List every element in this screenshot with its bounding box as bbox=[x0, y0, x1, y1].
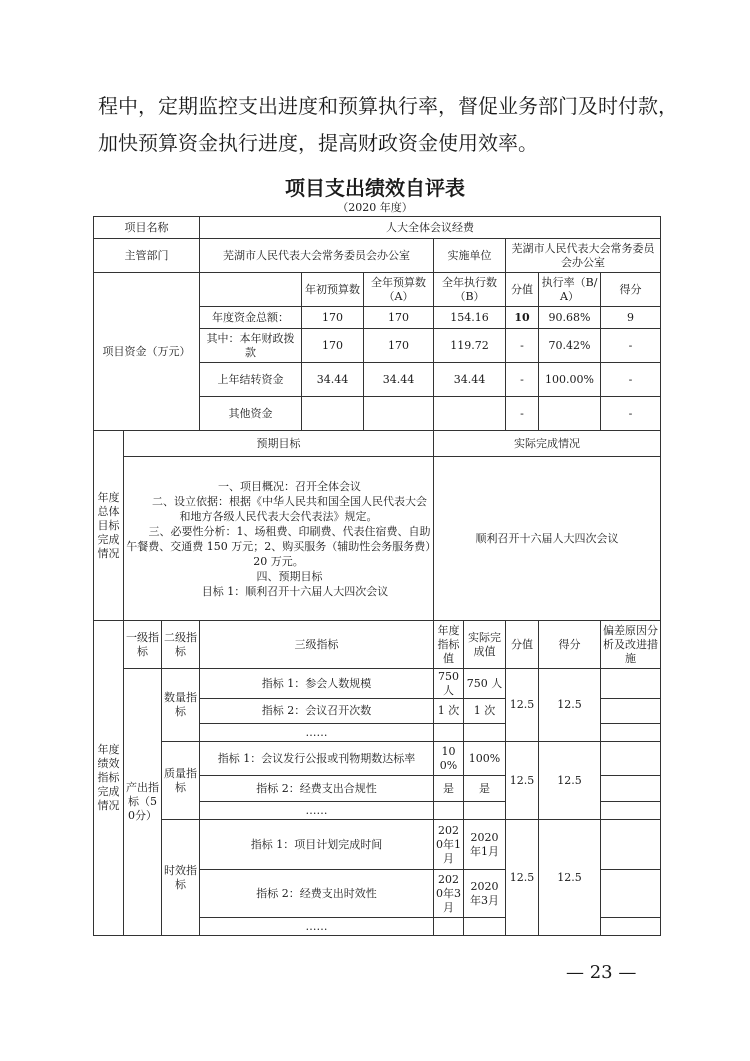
indicator-actual: 2020年1月 bbox=[464, 820, 506, 870]
indicator-note bbox=[601, 918, 661, 936]
indicator-note bbox=[601, 669, 661, 699]
funds-cell: 119.72 bbox=[434, 329, 506, 363]
funds-cell bbox=[364, 397, 434, 431]
indicator-name: …… bbox=[200, 802, 434, 820]
ind-header: 二级指标 bbox=[162, 621, 200, 669]
indicator-name: 指标 1：参会人数规模 bbox=[200, 669, 434, 699]
indicator-score: 12.5 bbox=[506, 669, 539, 742]
goals-line: 三、必要性分析：1、场租费、印刷费、代表住宿费、自助午餐费、交通费 150 万元；2、购买服务（辅助性会务服务费）20 万元。 bbox=[126, 524, 431, 568]
goals-actual-label: 实际完成情况 bbox=[434, 431, 661, 457]
intro-line-1: 程中，定期监控支出进度和预算执行率，督促业务部门及时付款， bbox=[98, 94, 678, 118]
funds-header: 分值 bbox=[506, 273, 539, 307]
funds-header: 年初预算数 bbox=[302, 273, 364, 307]
goals-line: 目标 1：顺利召开十六届人大四次会议 bbox=[201, 584, 389, 598]
intro-line-2: 加快预算资金执行进度，提高财政资金使用效率。 bbox=[98, 131, 538, 155]
indicators-label: 年度绩效指标完成情况 bbox=[94, 621, 124, 936]
indicator-actual: 是 bbox=[464, 776, 506, 802]
goals-line: 四、预期目标 bbox=[256, 569, 323, 583]
funds-label: 项目资金（万元） bbox=[94, 273, 200, 431]
indicator-row bbox=[94, 820, 661, 870]
indicator-target bbox=[434, 918, 464, 936]
dept-value: 芜湖市人民代表大会常务委员会办公室 bbox=[200, 239, 434, 273]
funds-cell: - bbox=[506, 363, 539, 397]
ind-header: 年度指标值 bbox=[434, 621, 464, 669]
indicator-note bbox=[601, 742, 661, 776]
goals-line: 二、设立依据：根据《中华人民共和国全国人民代表大会和地方各级人民代表大会代表法》规定。 bbox=[152, 494, 427, 523]
goals-label: 年度总体目标完成情况 bbox=[94, 431, 124, 621]
page-subtitle: （2020 年度） bbox=[337, 201, 413, 214]
indicator-score: 12.5 bbox=[506, 820, 539, 936]
indicator-name: 指标 1：会议发行公报或刊物期数达标率 bbox=[200, 742, 434, 776]
funds-cell: 154.16 bbox=[434, 307, 506, 329]
self-evaluation-table bbox=[93, 216, 661, 936]
impl-value: 芜湖市人民代表大会常务委员会办公室 bbox=[506, 239, 661, 273]
indicator-name: …… bbox=[200, 724, 434, 742]
indicator-score: 12.5 bbox=[506, 742, 539, 820]
funds-header-blank bbox=[200, 273, 302, 307]
funds-cell: - bbox=[506, 397, 539, 431]
indicator-note bbox=[601, 724, 661, 742]
dept-label: 主管部门 bbox=[94, 239, 200, 273]
indicator-row bbox=[94, 742, 661, 776]
funds-cell: 100.00% bbox=[539, 363, 601, 397]
indicator-target: 100% bbox=[434, 742, 464, 776]
funds-header: 得分 bbox=[601, 273, 661, 307]
funds-header: 全年预算数（A） bbox=[364, 273, 434, 307]
indicator-got: 12.5 bbox=[539, 669, 601, 742]
level1-output: 产出指标（50分） bbox=[124, 669, 162, 936]
indicator-target bbox=[434, 724, 464, 742]
indicator-actual: 100% bbox=[464, 742, 506, 776]
indicator-name: 指标 2：经费支出合规性 bbox=[200, 776, 434, 802]
page-number: — 23 — bbox=[566, 962, 637, 983]
level2-timeliness: 时效指标 bbox=[162, 820, 200, 936]
funds-cell: 70.42% bbox=[539, 329, 601, 363]
ind-header: 三级指标 bbox=[200, 621, 434, 669]
level2-quantity: 数量指标 bbox=[162, 669, 200, 742]
indicator-name: 指标 1：项目计划完成时间 bbox=[200, 820, 434, 870]
indicator-actual bbox=[464, 918, 506, 936]
indicator-actual: 750 人 bbox=[464, 669, 506, 699]
indicator-got: 12.5 bbox=[539, 820, 601, 936]
goals-expected-label: 预期目标 bbox=[124, 431, 434, 457]
funds-cell: 170 bbox=[364, 329, 434, 363]
indicator-target: 2020年3月 bbox=[434, 870, 464, 918]
funds-row-label: 其中：本年财政拨款 bbox=[200, 329, 302, 363]
indicator-target: 2020年1月 bbox=[434, 820, 464, 870]
goals-expected bbox=[124, 457, 434, 621]
funds-row-label: 年度资金总额： bbox=[200, 307, 302, 329]
indicator-note bbox=[601, 776, 661, 802]
indicator-got: 12.5 bbox=[539, 742, 601, 820]
indicator-name: 指标 2：经费支出时效性 bbox=[200, 870, 434, 918]
funds-cell: 170 bbox=[364, 307, 434, 329]
indicator-target bbox=[434, 802, 464, 820]
funds-cell: - bbox=[506, 329, 539, 363]
funds-cell bbox=[539, 397, 601, 431]
funds-cell: - bbox=[601, 329, 661, 363]
funds-cell: 34.44 bbox=[302, 363, 364, 397]
goals-line: 一、项目概况：召开全体会议 bbox=[218, 479, 361, 493]
ind-header: 偏差原因分析及改进措施 bbox=[601, 621, 661, 669]
indicator-note bbox=[601, 699, 661, 724]
funds-cell: - bbox=[601, 363, 661, 397]
indicator-name: 指标 2：会议召开次数 bbox=[200, 699, 434, 724]
ind-header: 分值 bbox=[506, 621, 539, 669]
funds-row-label: 其他资金 bbox=[200, 397, 302, 431]
funds-cell: 9 bbox=[601, 307, 661, 329]
indicator-target: 750人 bbox=[434, 669, 464, 699]
funds-cell: - bbox=[601, 397, 661, 431]
intro-paragraph bbox=[98, 88, 678, 162]
funds-header: 全年执行数（B） bbox=[434, 273, 506, 307]
project-name: 人大全体会议经费 bbox=[200, 217, 661, 239]
funds-header: 执行率（B/A） bbox=[539, 273, 601, 307]
indicator-note bbox=[601, 802, 661, 820]
indicator-actual: 1 次 bbox=[464, 699, 506, 724]
funds-cell bbox=[302, 397, 364, 431]
indicator-note bbox=[601, 820, 661, 870]
ind-header: 实际完成值 bbox=[464, 621, 506, 669]
level2-quality: 质量指标 bbox=[162, 742, 200, 820]
ind-header: 得分 bbox=[539, 621, 601, 669]
funds-cell bbox=[434, 397, 506, 431]
indicator-actual bbox=[464, 724, 506, 742]
funds-row-label: 上年结转资金 bbox=[200, 363, 302, 397]
ind-header: 一级指标 bbox=[124, 621, 162, 669]
indicator-actual bbox=[464, 802, 506, 820]
funds-cell: 34.44 bbox=[364, 363, 434, 397]
indicator-name: …… bbox=[200, 918, 434, 936]
indicator-actual: 2020年3月 bbox=[464, 870, 506, 918]
impl-label: 实施单位 bbox=[434, 239, 506, 273]
funds-cell: 10 bbox=[506, 307, 539, 329]
indicator-note bbox=[601, 870, 661, 918]
page-title: 项目支出绩效自评表 bbox=[285, 176, 465, 200]
funds-cell: 170 bbox=[302, 329, 364, 363]
funds-cell: 170 bbox=[302, 307, 364, 329]
funds-cell: 90.68% bbox=[539, 307, 601, 329]
funds-cell: 34.44 bbox=[434, 363, 506, 397]
indicator-target: 1 次 bbox=[434, 699, 464, 724]
project-name-label: 项目名称 bbox=[94, 217, 200, 239]
indicator-target: 是 bbox=[434, 776, 464, 802]
indicator-row bbox=[94, 669, 661, 699]
goals-actual: 顺利召开十六届人大四次会议 bbox=[434, 457, 661, 621]
